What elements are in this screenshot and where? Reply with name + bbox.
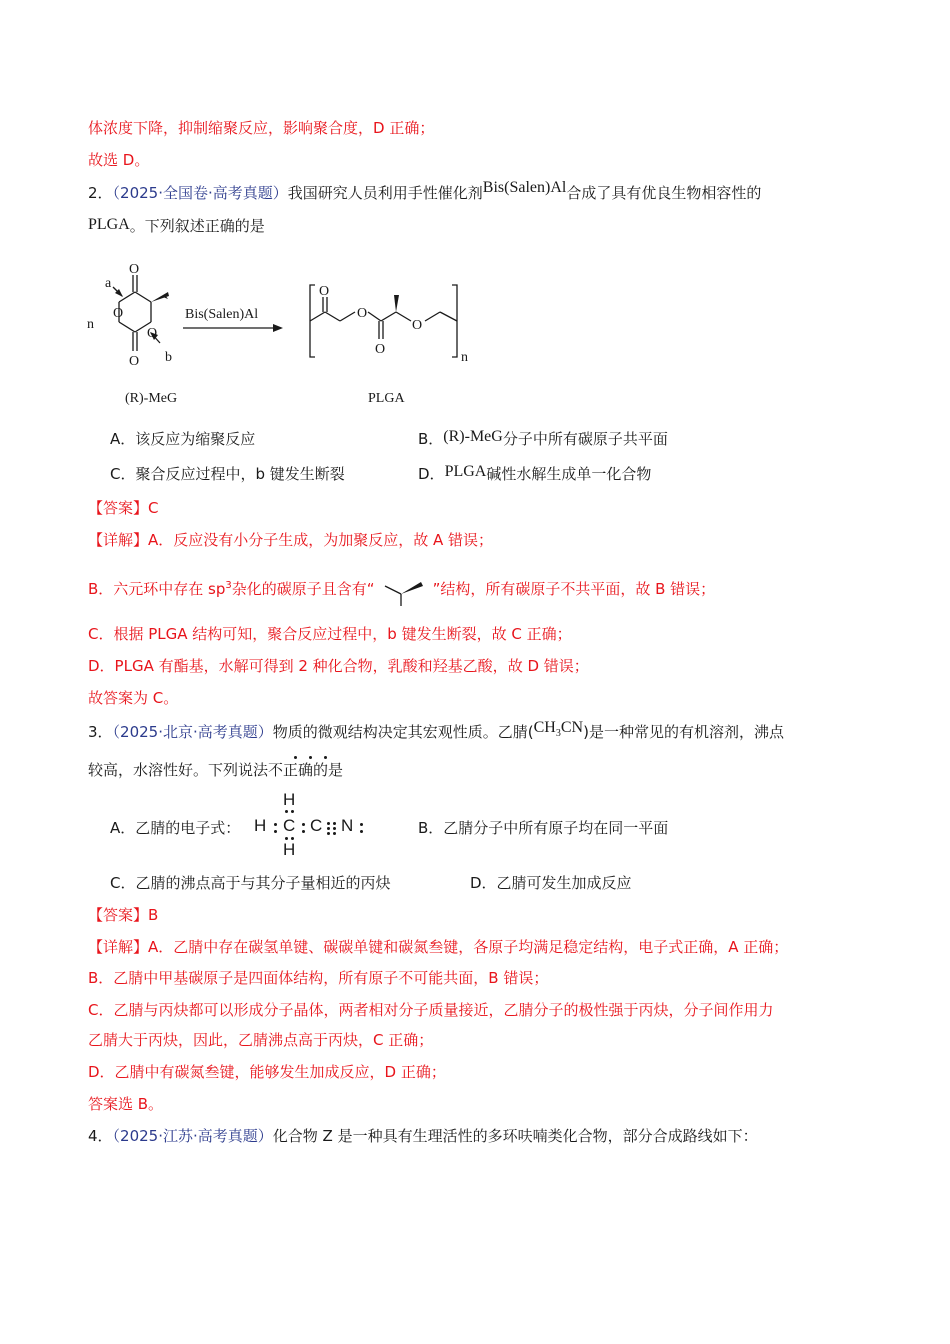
detail-line-c: C．乙腈与丙炔都可以形成分子晶体，两者相对分子质量接近，乙腈分子的极性强于丙炔，分子间作用力	[88, 1001, 774, 1019]
detail-line-a: 【详解】A．乙腈中存在碳氢单键、碳碳单键和碳氮叁键，各原子均满足稳定结构，电子式正确，A 正确；	[88, 938, 789, 956]
option-b[interactable]	[418, 429, 668, 450]
stem-text: )是一种常见的有机溶剂，沸点	[583, 723, 784, 741]
product-carbonyl-oxygen: O	[319, 284, 330, 299]
detail-line-c: C．根据 PLGA 结构可知，聚合反应过程中，b 键发生断裂，故 C 正确；	[88, 625, 572, 643]
electron-dot	[302, 830, 305, 833]
question-2-stem-line1	[88, 179, 762, 204]
option-text: 碱性水解生成单一化合物	[486, 465, 652, 483]
bond-label-b: b	[165, 350, 172, 365]
question-number: 4．	[88, 1127, 113, 1145]
question-source: （2025·江苏·高考真题）	[112, 1127, 273, 1145]
electron-dot	[327, 832, 330, 835]
electron-dot	[360, 823, 363, 826]
stem-text: 合成了具有优良生物相容性的	[566, 184, 762, 202]
acetonitrile-formula	[533, 719, 584, 740]
detail-line-d: D．乙腈中有碳氮叁键，能够发生加成反应，D 正确；	[88, 1063, 446, 1081]
repeat-count-n: n	[87, 317, 94, 332]
question-source: （2025·全国卷·高考真题）	[112, 184, 288, 202]
stem-text: 化合物 Z 是一种具有生理活性的多环呋喃类化合物，部分合成路线如下：	[272, 1127, 758, 1145]
electron-dot	[327, 827, 330, 830]
question-3-stem-line2: 较高，水溶性好。下列说法不正确的是	[88, 761, 344, 779]
hydrogen-atom: H	[283, 840, 296, 859]
detail-text: 杂化的碳原子且含有“	[231, 580, 375, 598]
ring-oxygen: O	[147, 326, 158, 341]
plga-formula: PLGA	[88, 216, 130, 233]
answer-label: 【答案】C	[88, 499, 159, 517]
detail-line-d: D．PLGA 有酯基，水解可得到 2 种化合物，乳酸和羟基乙酸，故 D 错误；	[88, 657, 589, 675]
question-4-stem	[88, 1126, 758, 1146]
option-letter: B．	[418, 430, 444, 448]
question-number: 2．	[88, 184, 113, 202]
product-name: PLGA	[368, 391, 405, 406]
emphasis-dot	[294, 756, 297, 759]
electron-dot	[274, 823, 277, 826]
formula-part: CN	[560, 719, 584, 736]
formula-part: CH	[533, 719, 556, 736]
detail-line-b	[88, 576, 715, 600]
option-a[interactable]: A．乙腈的电子式：	[110, 819, 241, 837]
meg-formula: (R)-MeG	[443, 428, 503, 445]
superscript: 3	[225, 580, 232, 591]
question-number: 3．	[88, 723, 113, 741]
option-c[interactable]: C．聚合反应过程中，b 键发生断裂	[110, 465, 345, 483]
stem-text: 物质的微观结构决定其宏观性质。乙腈(	[272, 723, 534, 741]
electron-dot	[327, 822, 330, 825]
plga-formula: PLGA	[444, 463, 487, 480]
ring-oxygen: O	[113, 306, 124, 321]
option-d[interactable]	[418, 464, 651, 485]
nitrogen-atom: N	[341, 816, 354, 835]
detail-line-b: B．乙腈中甲基碳原子是四面体结构，所有原子不可能共面，B 错误；	[88, 969, 549, 987]
catalyst-label: Bis(Salen)Al	[185, 307, 259, 322]
electron-dot	[285, 810, 288, 813]
option-a[interactable]: A．该反应为缩聚反应	[110, 430, 256, 448]
detail-text: ”结构，所有碳原子不共平面，故 B 错误；	[432, 580, 716, 598]
reactant-name: (R)-MeG	[125, 391, 178, 406]
carbon-atom: C	[310, 816, 323, 835]
electron-dot	[285, 837, 288, 840]
bond-label-a: a	[105, 276, 112, 291]
answer-conclusion: 答案选 B。	[88, 1095, 164, 1113]
stem-text: 。下列叙述正确的是	[129, 217, 265, 235]
isopropyl-structure-icon	[375, 580, 433, 600]
electron-dot	[302, 823, 305, 826]
electron-dot	[291, 837, 294, 840]
detail-line-c-cont: 乙腈大于丙炔，因此，乙腈沸点高于丙炔，C 正确；	[88, 1031, 434, 1049]
electron-dot	[274, 830, 277, 833]
stem-text: 我国研究人员利用手性催化剂	[287, 184, 483, 202]
answer-choice-line: 故选 D。	[88, 151, 150, 169]
product-ester-oxygen: O	[412, 318, 423, 333]
question-2-stem-line2	[88, 216, 265, 237]
lewis-structure	[250, 790, 370, 860]
emphasis-dot	[309, 756, 312, 759]
electron-dot	[333, 822, 336, 825]
electron-dot	[333, 832, 336, 835]
detail-line-d: 体浓度下降，抑制缩聚反应，影响聚合度，D 正确；	[88, 119, 435, 137]
detail-line-a: 【详解】A．反应没有小分子生成，为加聚反应，故 A 错误；	[88, 531, 494, 549]
repeat-count-n: n	[461, 350, 468, 365]
carbonyl-oxygen: O	[129, 354, 140, 369]
option-text: 分子中所有碳原子共平面	[502, 430, 668, 448]
catalyst-formula: Bis(Salen)Al	[482, 179, 567, 196]
electron-dot	[360, 830, 363, 833]
option-d[interactable]: D．乙腈可发生加成反应	[470, 874, 632, 892]
question-source: （2025·北京·高考真题）	[112, 723, 273, 741]
detail-text: B．六元环中存在 sp	[88, 580, 226, 598]
answer-label: 【答案】B	[88, 906, 159, 924]
reaction-scheme	[85, 255, 485, 415]
answer-conclusion: 故答案为 C。	[88, 689, 179, 707]
hydrogen-atom: H	[283, 790, 296, 809]
hydrogen-atom: H	[254, 816, 267, 835]
option-b[interactable]: B．乙腈分子中所有原子均在同一平面	[418, 819, 669, 837]
emphasis-dot	[324, 756, 327, 759]
option-c[interactable]: C．乙腈的沸点高于与其分子量相近的丙炔	[110, 874, 391, 892]
electron-dot	[291, 810, 294, 813]
electron-dot	[333, 827, 336, 830]
product-ester-oxygen: O	[357, 306, 368, 321]
question-3-stem-line1	[88, 719, 784, 749]
carbon-atom: C	[283, 816, 296, 835]
subscript: 3	[555, 728, 561, 740]
product-carbonyl-oxygen: O	[375, 342, 386, 357]
option-letter: D．	[418, 465, 445, 483]
carbonyl-oxygen: O	[129, 262, 140, 277]
